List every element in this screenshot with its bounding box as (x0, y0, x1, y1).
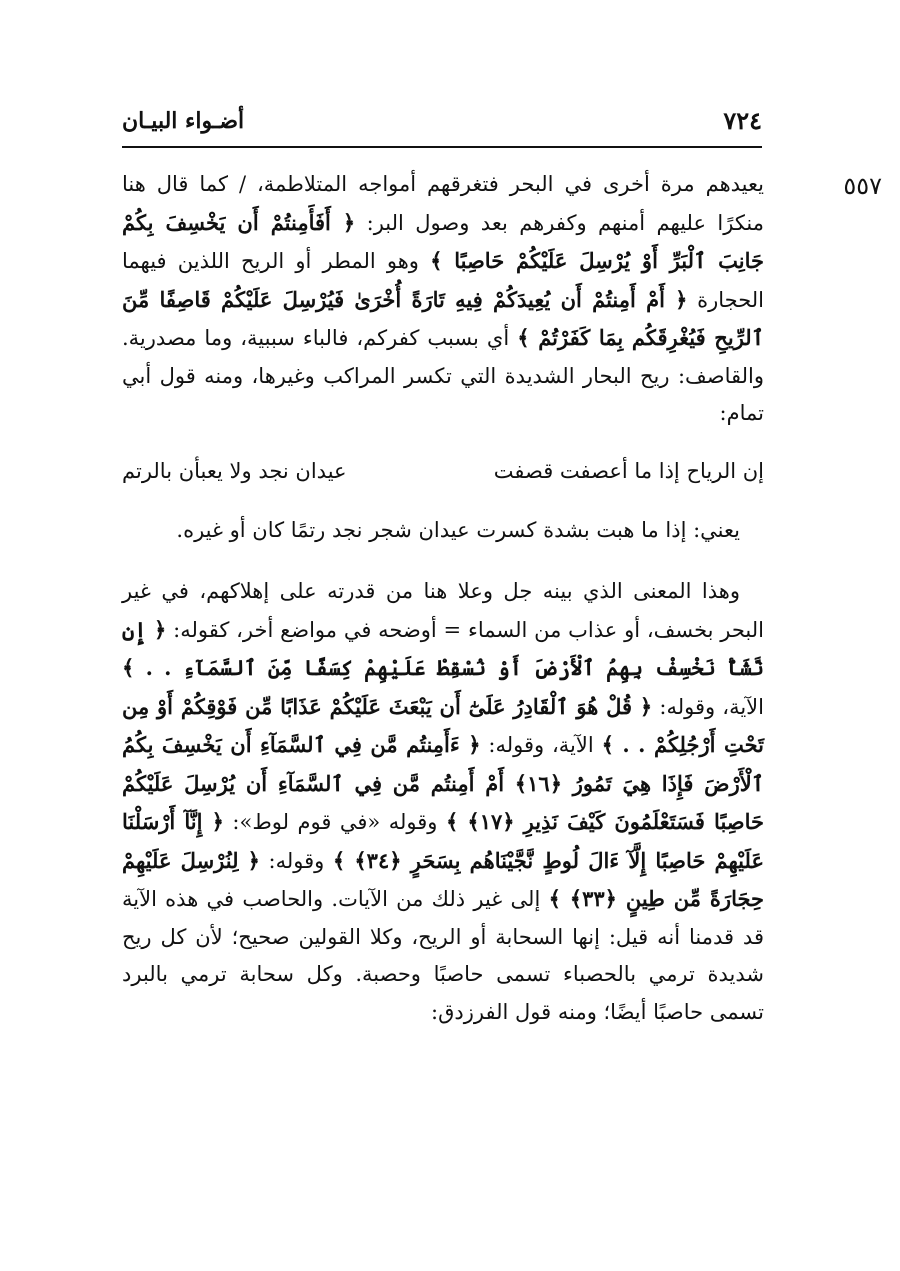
paragraph-3 (122, 573, 764, 1031)
paragraph-2: يعني: إذا ما هبت بشدة كسرت عيدان شجر نجد رتمًا كان أو غيره. (176, 517, 740, 542)
paragraph-3-text-2: الآية، وقوله: (652, 694, 764, 719)
verse-first-hemistich: إن الرياح إذا ما أعصفت قصفت (493, 458, 764, 483)
paragraph-1-text-1: يعيدهم مرة أخرى في البحر فتغرقهم أمواجه المتلاطمة، / كما قال هنا منكرًا عليهم أمنهم وكفرهم بعد وصول البر: (122, 172, 765, 235)
paragraph-1 (122, 166, 764, 433)
paragraph-3-text-1: وهذا المعنى الذي بينه جل وعلا هنا من قدرته على إهلاكهم، في غير البحر بخسف، أو عذاب من السماء = أوضحه في مواضع أخر، كقوله: (122, 579, 764, 642)
quran-quote-6: ﴿ إِنَّآ أَرْسَلْنَا عَلَيْهِمْ حَاصِبًا إِلَّآ ءَالَ لُوطٍ نَّجَّيْنَاهُم بِسَحَرٍ ﴿٣٤﴾ ﴾ (122, 809, 764, 873)
quran-quote-3: ﴿ إِن نَّشَأْ نَخْسِفْ بِهِمُ ٱلْأَرْضَ أَوْ نُسْقِطْ عَلَيْهِمْ كِسَفًا مِّنَ ٱلسَّمَآءِ . . ﴾ (122, 616, 764, 680)
quran-quote-2: ﴿ أَمْ أَمِنتُمْ أَن يُعِيدَكُمْ فِيهِ تَارَةً أُخْرَىٰ فَيُرْسِلَ عَلَيْكُمْ قَاصِفًا مِّنَ ٱلرِّيحِ فَيُغْرِقَكُم بِمَا كَفَرْتُمْ ﴾ (122, 286, 764, 350)
margin-reference-number: ٥٥٧ (843, 172, 882, 200)
page-number: ٧٢٤ (723, 106, 762, 135)
paragraph-1-text-2: وهو المطر أو الريح اللذين فيهما الحجارة (122, 249, 765, 312)
quran-quote-5: ﴿ ءَأَمِنتُم مَّن فِي ٱلسَّمَآءِ أَن يَخْسِفَ بِكُمُ ٱلْأَرْضَ فَإِذَا هِيَ تَمُورُ ﴿١٦﴾ أَمْ أَمِنتُم مَّن فِي ٱلسَّمَآءِ أَن يُرْسِلَ عَلَيْكُمْ حَاصِبًا فَسَتَعْلَمُونَ كَيْفَ نَذِيرِ ﴿١٧﴾ ﴾ (122, 732, 764, 834)
paragraph-3-text-6: إلى غير ذلك من الآيات. والحاصب في هذه الآية قد قدمنا أنه قيل: إنها السحابة أو الريح، وكلا القولين صحيح؛ لأن كل ريح شديدة ترمي بالحصباء تسمى حاصبًا وحصبة. وكل سحابة ترمي بالبرد تسمى حاصبًا أيضًا؛ ومنه قول الفرزدق: (122, 887, 764, 1024)
verse-second-hemistich: عيدان نجد ولا يعبأن بالرتم (122, 458, 347, 483)
paragraph-1-text-3: أي بسبب كفركم، فالباء سببية، وما مصدرية. والقاصف: ريح البحار الشديدة التي تكسر المراكب وغيرها، ومنه قول أبي تمام: (122, 326, 764, 425)
quran-quote-1: ﴿ أَفَأَمِنتُمْ أَن يَخْسِفَ بِكُمْ جَانِبَ ٱلْبَرِّ أَوْ يُرْسِلَ عَلَيْكُمْ حَاصِبًا ﴾ (122, 209, 764, 273)
poetry-verse (122, 453, 764, 490)
quran-quote-7: ﴿ لِنُرْسِلَ عَلَيْهِمْ حِجَارَةً مِّن طِينٍ ﴿٣٣﴾ ﴾ (122, 847, 764, 911)
paragraph-3-text-3: الآية، وقوله: (480, 733, 602, 757)
page-header (122, 100, 762, 148)
book-title: أضـواء البيـان (122, 108, 245, 134)
paragraph-3-text-5: وقوله: (259, 848, 333, 873)
page-body (122, 166, 764, 1031)
paragraph-3-text-4: وقوله «في قوم لوط»: (223, 810, 446, 834)
quran-quote-4: ﴿ قُلْ هُوَ ٱلْقَادِرُ عَلَىٰٓ أَن يَبْعَثَ عَلَيْكُمْ عَذَابًا مِّن فَوْقِكُمْ أَوْ مِن تَحْتِ أَرْجُلِكُمْ . . ﴾ (122, 693, 764, 757)
